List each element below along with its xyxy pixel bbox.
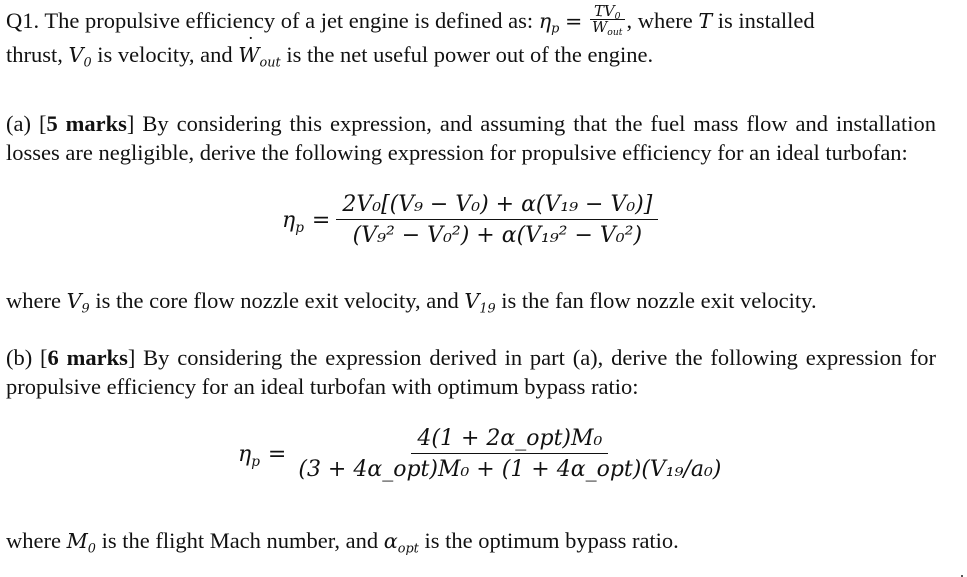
equation-a-numerator: 2V₀[(V₉ − V₀) + α(V₁₉ − V₀)] xyxy=(336,192,658,220)
part-a-marks: 5 marks xyxy=(46,111,127,136)
question-intro xyxy=(6,1,936,71)
efficiency-fraction: $TV_0$ W $˙_{out}$ xyxy=(590,4,625,36)
part-b-where: where $M_0$ is the flight Mach number, and $\alpha_{opt}$ is the optimum bypass ratio. xyxy=(6,528,679,557)
thrust-text: thrust, xyxy=(6,42,63,67)
power-text: is the net useful power out of the engine. xyxy=(286,42,654,67)
eta-symbol: $\eta_p$ xyxy=(538,9,560,37)
part-a-where: where $V_9$ is the core flow nozzle exit velocity, and $V_{19}$ is the fan flow nozzle exit velocity. xyxy=(6,288,817,317)
part-b-text: (b) [6 marks] By considering the expression derived in part (a), derive the following expression for propulsive efficiency for an ideal turbofan with optimum bypass ratio: xyxy=(6,345,937,399)
equation-b: $\eta_p$ = 4(1 + 2α_opt)M₀ (3 + 4α_opt)M₀ + (1 + 4α_opt)(V₁₉/a₀) xyxy=(238,426,727,482)
equation-b-numerator: 4(1 + 2α_opt)M₀ xyxy=(411,426,608,454)
v9-symbol: $V_9$ xyxy=(66,289,90,317)
equation-b-denominator: (3 + 4α_opt)M₀ + (1 + 4α_opt)(V₁₉/a₀) xyxy=(298,457,722,482)
equation-a: $\eta_p$ = $\frac{\text{2V₀[(V₉ − V₀) + α(V₁₉ − V₀)]}}{\text{(V₉² − V₀²) + α(V₁₉² − V₀²)}}$ xyxy=(282,192,658,248)
equals-sign: = xyxy=(565,9,583,33)
wout-symbol: W $˙_{out}$ xyxy=(238,43,280,67)
alpha-opt-symbol: $\alpha_{opt}$ xyxy=(383,529,419,557)
v19-symbol: $V_{19}$ xyxy=(464,289,496,317)
v0-symbol: $V_0$ xyxy=(68,43,92,71)
thrust-symbol: T xyxy=(698,9,713,33)
part-a-text: (a) [5 marks] By considering this expression, and assuming that the fuel mass flow and installation losses are negligible, derive the following expression for propulsive efficiency for an ideal turbofan: xyxy=(6,111,936,165)
equation-a-denominator: (V₉² − V₀²) + α(V₁₉² − V₀²) xyxy=(352,223,643,248)
intro-text: Q1. The propulsive efficiency of a jet engine is defined as: xyxy=(6,8,534,33)
eta-p-symbol-b: $\eta_p$ xyxy=(238,441,260,470)
where-text: , where xyxy=(626,8,693,33)
part-b-marks: 6 marks xyxy=(47,345,128,370)
eta-p-symbol: $\eta_p$ xyxy=(282,207,304,236)
installed-text: is installed xyxy=(717,8,815,33)
velocity-text: is velocity, and xyxy=(97,42,233,67)
m0-symbol: $M_0$ xyxy=(66,529,96,557)
